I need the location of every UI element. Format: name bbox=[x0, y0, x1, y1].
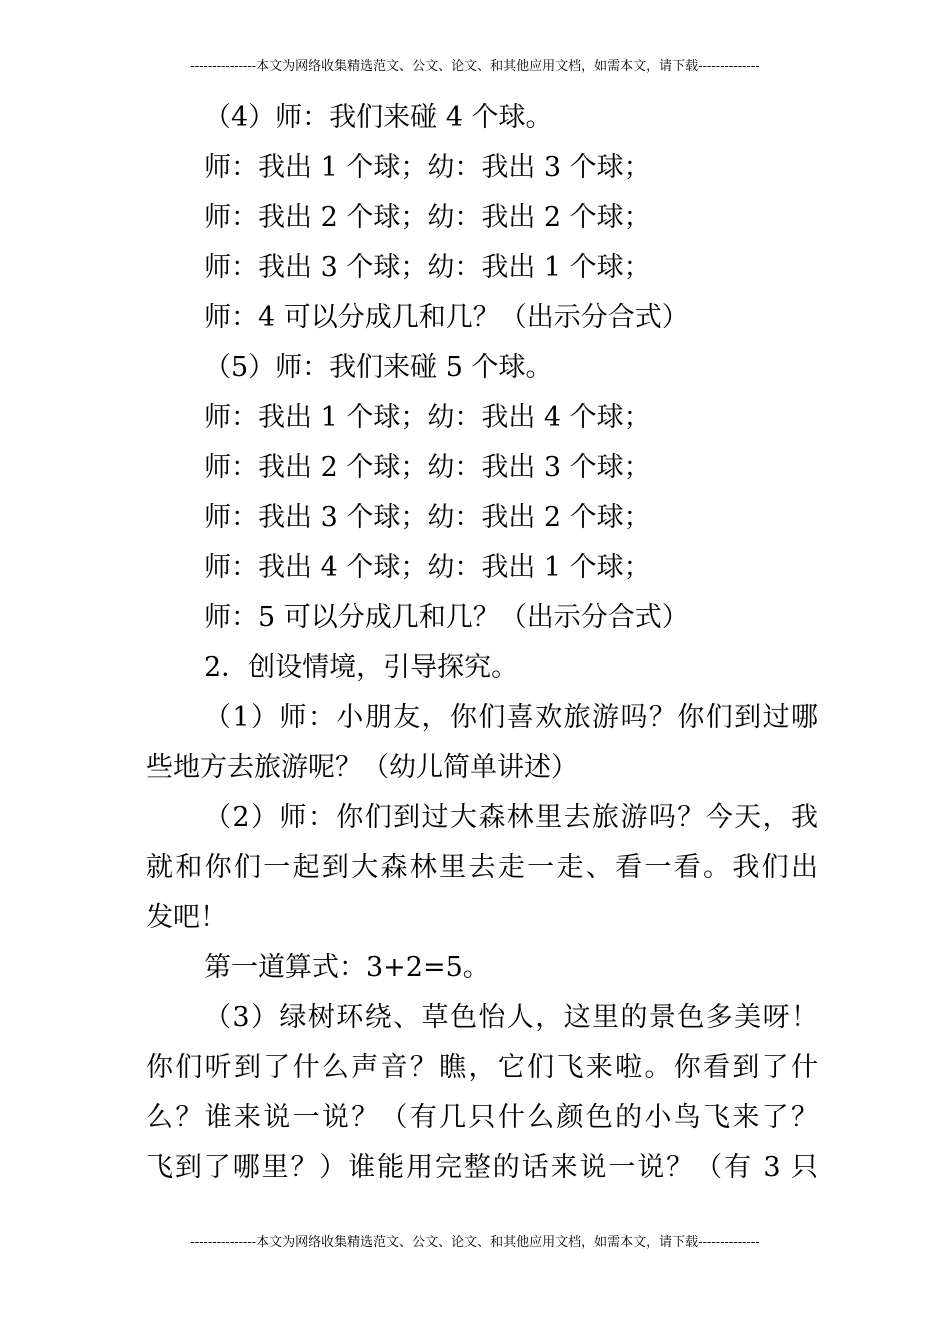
paragraph-line: 师：5 可以分成几和几？（出示分合式） bbox=[204, 602, 689, 633]
paragraph-line: （3）绿树环绕、草色怡人，这里的景色多美呀！ bbox=[204, 1002, 818, 1033]
paragraph-line: （5）师：我们来碰 5 个球。 bbox=[204, 352, 553, 383]
paragraph-line: （2）师：你们到过大森林里去旅游吗？今天，我 bbox=[204, 802, 818, 833]
paragraph-line: 发吧！ bbox=[146, 902, 227, 933]
paragraph-line: 师：4 可以分成几和几？（出示分合式） bbox=[204, 302, 689, 333]
paragraph-line: （1）师：小朋友，你们喜欢旅游吗？你们到过哪 bbox=[204, 702, 818, 733]
paragraph-line: 师：我出 3 个球；幼：我出 2 个球； bbox=[204, 502, 651, 533]
paragraph-line: 第一道算式：3+2=5。 bbox=[204, 952, 490, 983]
paragraph-line: 师：我出 4 个球；幼：我出 1 个球； bbox=[204, 552, 651, 583]
paragraph-line: 师：我出 1 个球；幼：我出 3 个球； bbox=[204, 152, 651, 183]
footer-banner: ---------------本文为网络收集精选范文、公文、论文、和其他应用文档，如需本文，请下载-------------- bbox=[190, 1235, 760, 1250]
section-heading: 2．创设情境，引导探究。 bbox=[204, 652, 519, 683]
paragraph-line: 师：我出 3 个球；幼：我出 1 个球； bbox=[204, 252, 651, 283]
document-body bbox=[146, 93, 818, 1193]
paragraph-line: 些地方去旅游呢？（幼儿简单讲述） bbox=[146, 752, 578, 783]
paragraph-line: 师：我出 2 个球；幼：我出 3 个球； bbox=[204, 452, 651, 483]
paragraph-line: 就和你们一起到大森林里去走一走、看一看。我们出 bbox=[146, 852, 818, 883]
header-banner: ---------------本文为网络收集精选范文、公文、论文、和其他应用文档，如需本文，请下载-------------- bbox=[190, 59, 760, 74]
paragraph-line: 师：我出 1 个球；幼：我出 4 个球； bbox=[204, 402, 651, 433]
paragraph-line: 飞到了哪里？）谁能用完整的话来说一说？（有 3 只 bbox=[146, 1152, 818, 1183]
paragraph-line: 么？谁来说一说？（有几只什么颜色的小鸟飞来了？ bbox=[146, 1102, 818, 1133]
paragraph-line: 师：我出 2 个球；幼：我出 2 个球； bbox=[204, 202, 651, 233]
paragraph-line: （4）师：我们来碰 4 个球。 bbox=[204, 102, 553, 133]
paragraph-line: 你们听到了什么声音？瞧，它们飞来啦。你看到了什 bbox=[146, 1052, 818, 1083]
